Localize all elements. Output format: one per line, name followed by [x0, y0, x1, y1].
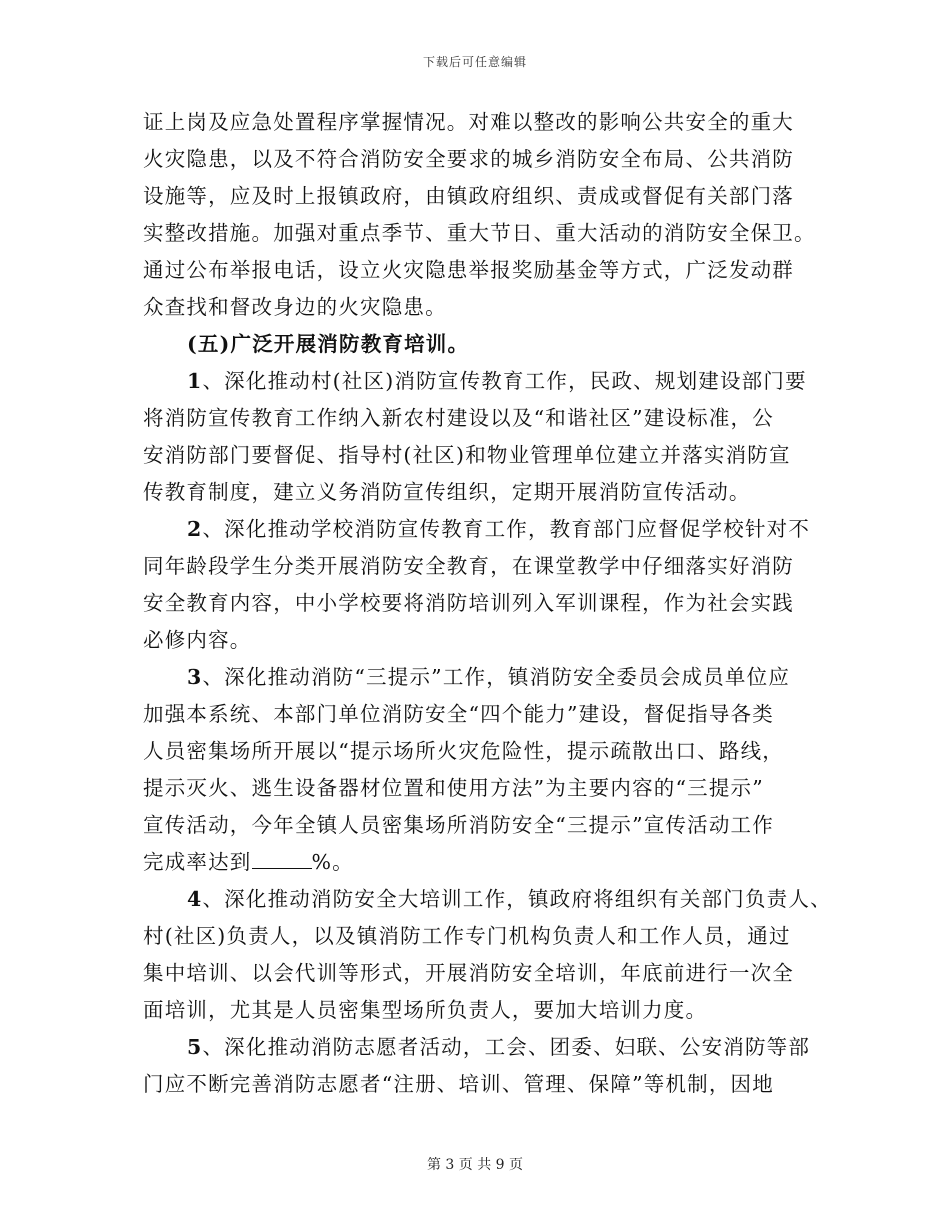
item-number: 4 — [187, 887, 203, 911]
paragraph-line: 同年龄段学生分类开展消防安全教育，在课堂教学中仔细落实好消防 — [143, 554, 794, 578]
paragraph-line: 设施等，应及时上报镇政府，由镇政府组织、责成或督促有关部门落 — [143, 184, 794, 208]
blank-prefix: 完成率达到 — [143, 850, 252, 874]
paragraph-line: 将消防宣传教育工作纳入新农村建设以及“和谐社区”建设标准，公 — [143, 406, 774, 430]
paragraph-line: 人员密集场所开展以“提示场所火灾危险性，提示疏散出口、路线， — [143, 739, 784, 763]
paragraph-line: 必修内容。 — [143, 628, 252, 652]
paragraph-line: 安全教育内容，中小学校要将消防培训列入军训课程，作为社会实践 — [143, 591, 794, 615]
paragraph-line: 众查找和督改身边的火灾隐患。 — [143, 295, 447, 319]
paragraph-line: 宣传活动，今年全镇人员密集场所消防安全“三提示”宣传活动工作 — [143, 813, 774, 837]
paragraph-line: 传教育制度，建立义务消防宣传组织，定期开展消防宣传活动。 — [143, 480, 751, 504]
item-text: 、深化推动消防志愿者活动，工会、团委、妇联、公安消防等部 — [202, 1035, 811, 1059]
paragraph-line: 实整改措施。加强对重点季节、重大节日、重大活动的消防安全保卫。 — [143, 221, 816, 245]
paragraph-line: 门应不断完善消防志愿者“注册、培训、管理、保障”等机制，因地 — [143, 1072, 774, 1096]
page-number-footer: 第 3 页 共 9 页 — [426, 1157, 524, 1173]
paragraph-line: 集中培训、以会代训等形式，开展消防安全培训，年底前进行一次全 — [143, 961, 794, 985]
item-2-first-line — [143, 511, 823, 548]
page-header-watermark: 下载后可任意编辑 — [422, 55, 527, 69]
paragraph-line: 加强本系统、本部门单位消防安全“四个能力”建设，督促指导各类 — [143, 702, 774, 726]
item-4-first-line — [143, 881, 832, 918]
item-1-first-line — [143, 363, 823, 400]
item-number: 1 — [187, 369, 203, 393]
item-5-first-line — [143, 1029, 823, 1066]
item-number: 2 — [187, 517, 203, 541]
item-text: 、深化推动村(社区)消防宣传教育工作，民政、规划建设部门要 — [202, 369, 807, 393]
paragraph-line: 提示灭火、逃生设备器材位置和使用方法”为主要内容的“三提示” — [143, 776, 764, 800]
item-text: 、深化推动学校消防宣传教育工作，教育部门应督促学校针对不 — [202, 517, 811, 541]
item-text: 、深化推动消防“三提示”工作，镇消防安全委员会成员单位应 — [202, 665, 791, 689]
fill-in-blank — [252, 850, 312, 869]
paragraph-line: 安消防部门要督促、指导村(社区)和物业管理单位建立并落实消防宣 — [143, 443, 791, 467]
paragraph-line: 村(社区)负责人，以及镇消防工作专门机构负责人和工作人员，通过 — [143, 924, 791, 948]
paragraph-line: 通过公布举报电话，设立火灾隐患举报奖励基金等方式，广泛发动群 — [143, 258, 794, 282]
section-heading: (五)广泛开展消防教育培训。 — [187, 332, 470, 356]
paragraph-line: 证上岗及应急处置程序掌握情况。对难以整改的影响公共安全的重大 — [143, 110, 794, 134]
item-number: 3 — [187, 665, 203, 689]
paragraph-line: 面培训，尤其是人员密集型场所负责人，要加大培训力度。 — [143, 998, 708, 1022]
item-text: 、深化推动消防安全大培训工作，镇政府将组织有关部门负责人、 — [202, 887, 832, 911]
item-3-first-line — [143, 659, 823, 696]
item-number: 5 — [187, 1035, 203, 1059]
paragraph-line-with-blank — [143, 844, 823, 881]
document-body — [143, 104, 832, 1103]
paragraph-line: 火灾隐患，以及不符合消防安全要求的城乡消防安全布局、公共消防 — [143, 147, 794, 171]
blank-suffix: %。 — [311, 850, 354, 874]
